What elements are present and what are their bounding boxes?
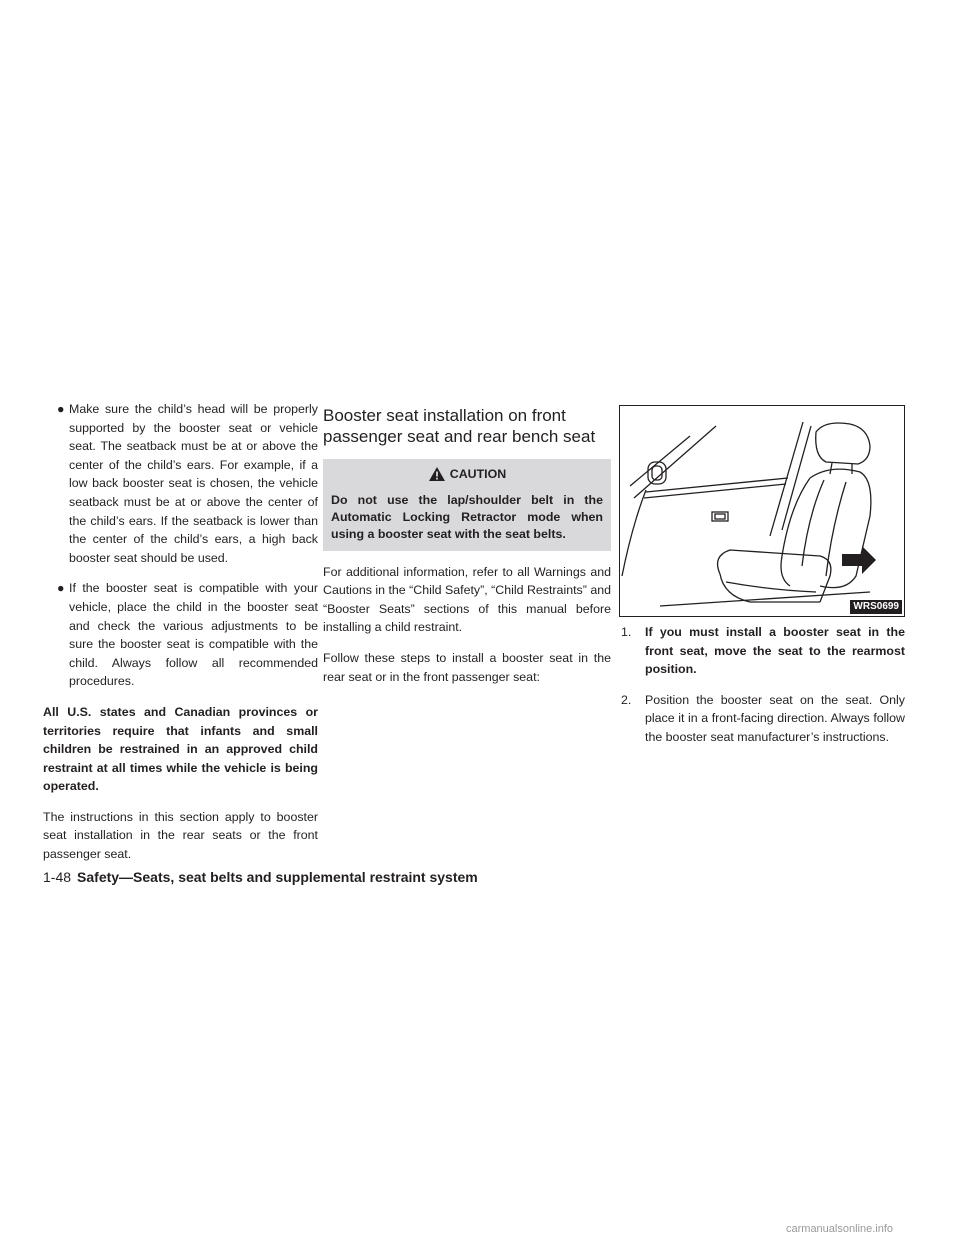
seat-drawing xyxy=(620,406,903,615)
bullet-icon: ● xyxy=(57,581,65,596)
page-number: 1-48 xyxy=(43,869,72,885)
additional-info-paragraph: For additional information, refer to all Warnings and Cautions in the “Child Safety”, “Child Restraints” and “Booster Seats” sections of this manual before installing a child restraint. xyxy=(323,564,611,635)
bullet-item xyxy=(43,579,318,691)
step-text: If you must install a booster seat in the front seat, move the seat to the rearmost position. xyxy=(645,625,905,677)
bullet-icon: ● xyxy=(57,402,65,416)
caution-box xyxy=(323,459,611,551)
section-title: Safety—Seats, seat belts and supplemental restraint system xyxy=(77,869,478,885)
bullet-text: If the booster seat is compatible with your vehicle, place the child in the booster seat and check the various adjustments to be sure the booster seat is compatible with the child. Always follow all recommended procedures. xyxy=(69,581,318,689)
watermark: carmanualsonline.info xyxy=(786,1223,894,1235)
seat-illustration xyxy=(619,405,905,617)
steps-intro-paragraph: Follow these steps to install a booster seat in the rear seat or in the front passenger seat: xyxy=(323,650,611,684)
figure-id-label: WRS0699 xyxy=(850,600,902,614)
step-item xyxy=(619,623,905,679)
legal-requirement-paragraph: All U.S. states and Canadian provinces or territories require that infants and small children be restrained in an approved child restraint at all times while the vehicle is being operated. xyxy=(43,704,318,794)
bullet-item xyxy=(43,400,318,567)
caution-header xyxy=(331,465,603,484)
left-column xyxy=(43,400,318,876)
step-number: 2. xyxy=(621,692,632,707)
middle-column xyxy=(323,405,611,698)
warning-triangle-icon xyxy=(428,466,446,482)
forward-arrow-icon xyxy=(842,546,876,574)
step-item xyxy=(619,691,905,747)
step-text: Position the booster seat on the seat. Only place it in a front-facing direction. Always follow the booster seat manufacturer’s instructions. xyxy=(645,692,905,744)
section-heading: Booster seat installation on front passenger seat and rear bench seat xyxy=(323,406,596,446)
caution-label: CAUTION xyxy=(449,467,507,481)
step-number: 1. xyxy=(621,625,632,639)
instructions-paragraph: The instructions in this section apply to booster seat installation in the rear seats or the front passenger seat. xyxy=(43,809,318,862)
bullet-text: Make sure the child’s head will be properly supported by the booster seat or vehicle seat. The seatback must be at or above the center of the child’s ears. For example, if a low back booster seat is chosen, the vehicle seatback must be at or above the center of the child’s ears. If the seatback is lower than the center of the child’s ears, a high back booster seat should be used. xyxy=(69,402,318,565)
right-column xyxy=(619,405,905,759)
page-footer xyxy=(43,868,478,886)
caution-text: Do not use the lap/shoulder belt in the Automatic Locking Retractor mode when using a booster seat with the seat belts. xyxy=(331,492,603,541)
